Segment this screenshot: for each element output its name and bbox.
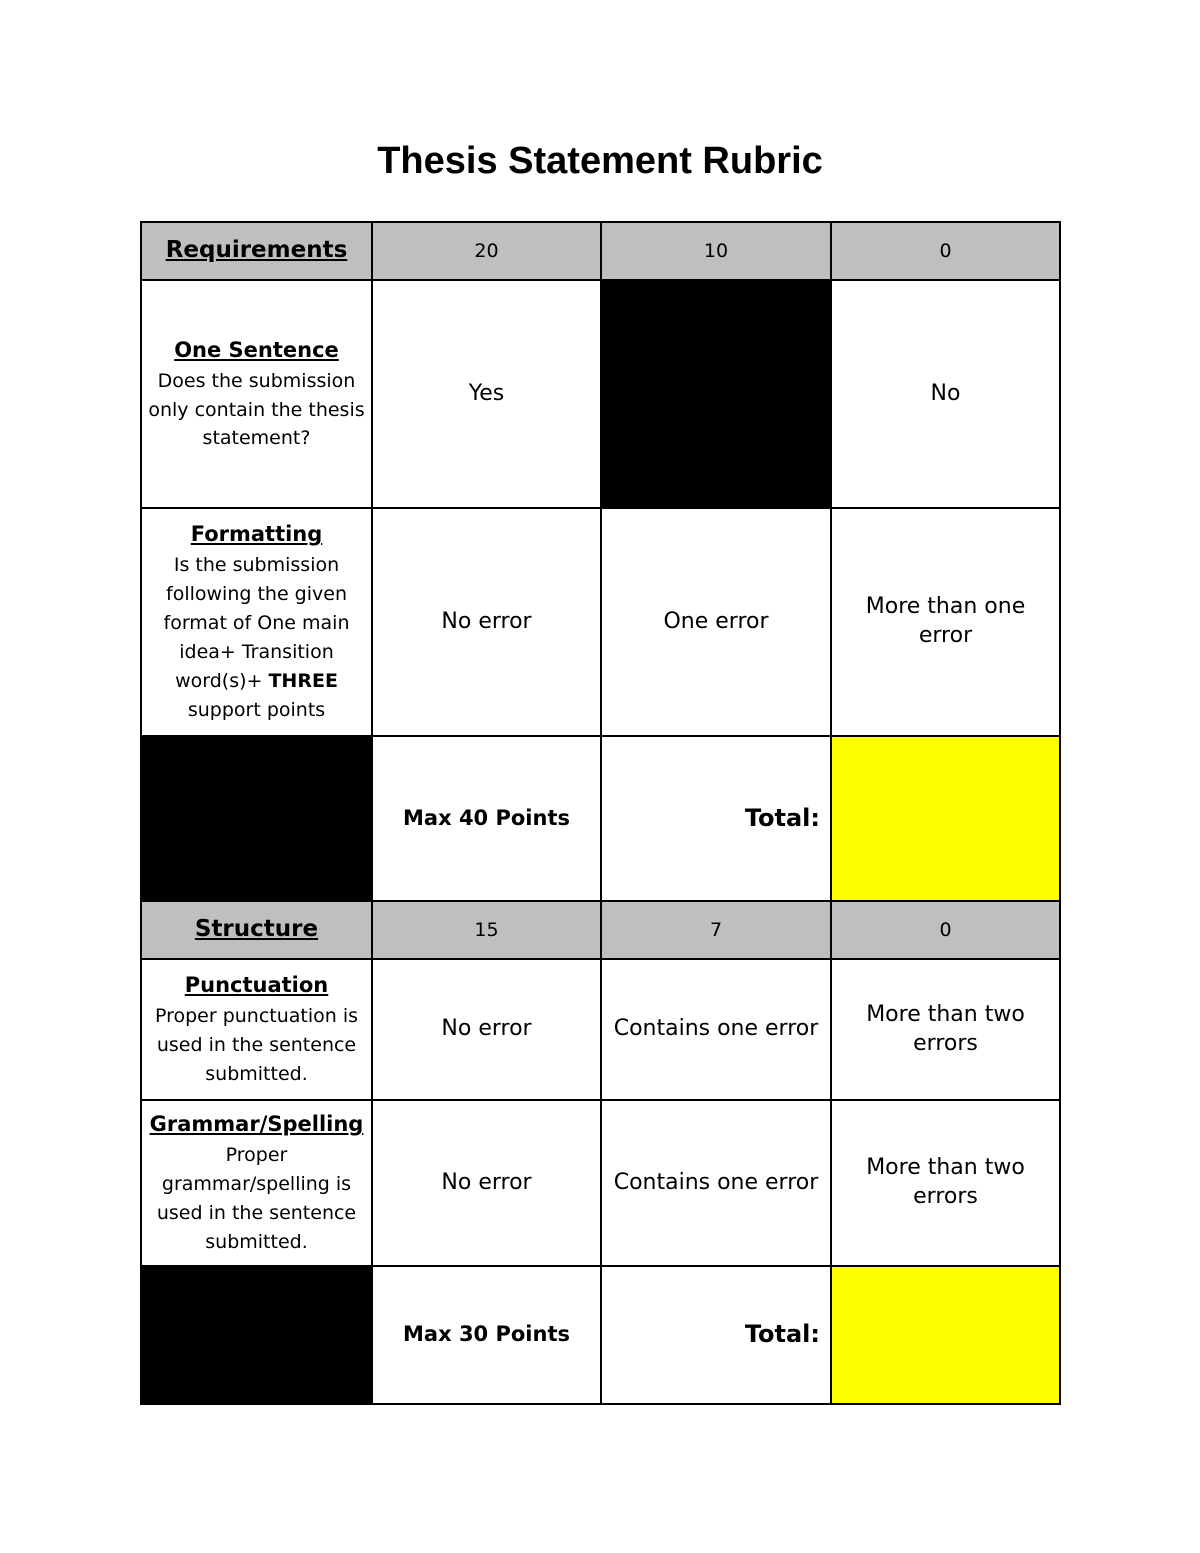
level-cell: More than two errors xyxy=(831,959,1060,1100)
total-label: Total: xyxy=(601,1266,831,1404)
criterion-cell xyxy=(141,280,372,508)
criterion-description xyxy=(146,551,367,724)
level-cell: No error xyxy=(372,1100,601,1266)
criterion-cell xyxy=(141,1100,372,1266)
description-text: support points xyxy=(187,698,326,721)
criterion-title: One Sentence xyxy=(174,337,339,362)
score-level-1: 15 xyxy=(372,901,601,959)
page-title: Thesis Statement Rubric xyxy=(377,140,823,182)
criterion-row-formatting xyxy=(141,508,1060,736)
level-cell: No error xyxy=(372,959,601,1100)
blocked-cell xyxy=(141,736,372,901)
level-cell: Contains one error xyxy=(601,959,831,1100)
level-cell: One error xyxy=(601,508,831,736)
blocked-cell xyxy=(141,1266,372,1404)
total-score-cell[interactable] xyxy=(831,736,1060,901)
criterion-description: Proper grammar/spelling is used in the sentence submitted. xyxy=(156,1144,357,1253)
level-cell: More than one error xyxy=(831,508,1060,736)
criterion-title: Grammar/Spelling xyxy=(149,1112,364,1137)
criterion-row-punctuation xyxy=(141,959,1060,1100)
score-level-1: 20 xyxy=(372,222,601,280)
section-label: Structure xyxy=(141,901,372,959)
level-cell: More than two errors xyxy=(831,1100,1060,1266)
criterion-cell xyxy=(141,959,372,1100)
score-level-2: 7 xyxy=(601,901,831,959)
section-footer xyxy=(141,736,1060,901)
criterion-row-grammar-spelling xyxy=(141,1100,1060,1266)
level-cell: No xyxy=(831,280,1060,508)
criterion-description: Does the submission only contain the thesis statement? xyxy=(148,369,365,450)
criterion-description: Proper punctuation is used in the sentence submitted. xyxy=(154,1005,359,1085)
total-score-cell[interactable] xyxy=(831,1266,1060,1404)
description-text: Is the submission following the given format of One main idea+ Transition word(s)+ xyxy=(163,554,350,692)
max-points: Max 40 Points xyxy=(372,736,601,901)
section-footer xyxy=(141,1266,1060,1404)
level-cell: Yes xyxy=(372,280,601,508)
criterion-row-one-sentence xyxy=(141,280,1060,508)
score-level-2: 10 xyxy=(601,222,831,280)
section-header-structure xyxy=(141,901,1060,959)
section-header-requirements xyxy=(141,222,1060,280)
score-level-3: 0 xyxy=(831,901,1060,959)
rubric-table xyxy=(140,221,1061,1405)
score-level-3: 0 xyxy=(831,222,1060,280)
total-label: Total: xyxy=(601,736,831,901)
section-label: Requirements xyxy=(141,222,372,280)
criterion-cell xyxy=(141,508,372,736)
description-emphasis: THREE xyxy=(268,669,338,692)
criterion-title: Punctuation xyxy=(184,973,329,998)
max-points: Max 30 Points xyxy=(372,1266,601,1404)
blocked-cell xyxy=(601,280,831,508)
level-cell: No error xyxy=(372,508,601,736)
criterion-title: Formatting xyxy=(190,522,323,547)
level-cell: Contains one error xyxy=(601,1100,831,1266)
